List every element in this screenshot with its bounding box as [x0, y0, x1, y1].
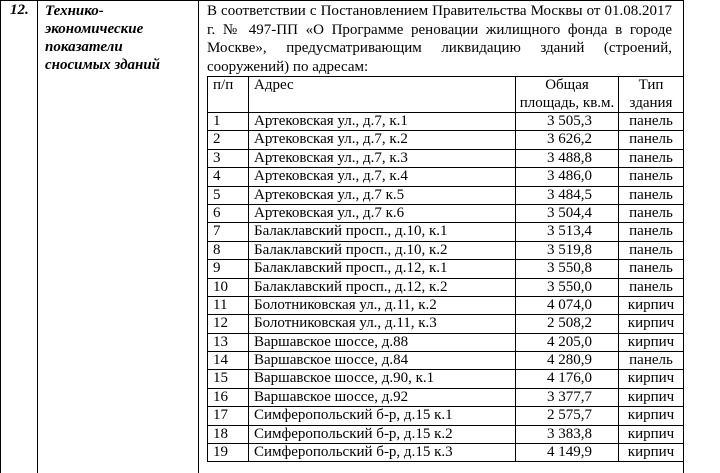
cell-number: 16 [208, 388, 249, 406]
cell-type: кирпич [619, 407, 684, 425]
intro-paragraph: В соответствии с Постановлением Правительства Москвы от 01.08.2017 г. № 497-ПП «О Программе реновации жилищного фонда в городе Москве», предусматривающим ликвидацию зданий (строений, сооружений) по адресам: [207, 3, 672, 75]
cell-type: панель [619, 168, 684, 186]
cell-area: 3 626,2 [516, 131, 619, 149]
cell-number: 3 [208, 149, 249, 167]
cell-address: Балаклавский просп., д.10, к.2 [249, 241, 516, 259]
cell-area: 3 377,7 [516, 388, 619, 406]
cell-type: панель [619, 260, 684, 278]
cell-type: кирпич [619, 296, 684, 314]
table-row [208, 278, 684, 296]
table-row [208, 260, 684, 278]
cell-address: Варшавское шоссе, д.84 [249, 352, 516, 370]
cell-type: панель [619, 204, 684, 222]
table-row [208, 149, 684, 167]
cell-number: 10 [208, 278, 249, 296]
outer-border-left [0, 0, 1, 473]
cell-type: кирпич [619, 444, 684, 462]
cell-address: Варшавское шоссе, д.88 [249, 333, 516, 351]
table-row [208, 296, 684, 314]
cell-address: Артековская ул., д.7 к.5 [249, 186, 516, 204]
cell-number: 6 [208, 204, 249, 222]
table-row [208, 333, 684, 351]
cell-type: панель [619, 149, 684, 167]
cell-number: 7 [208, 223, 249, 241]
cell-type: панель [619, 278, 684, 296]
cell-address: Артековская ул., д.7, к.1 [249, 113, 516, 131]
cell-area: 3 550,0 [516, 278, 619, 296]
cell-address: Симферопольский б-р, д.15 к.2 [249, 425, 516, 443]
table-row [208, 444, 684, 462]
outer-border-top [0, 0, 684, 1]
cell-number: 15 [208, 370, 249, 388]
cell-type: кирпич [619, 333, 684, 351]
header-area: Общая площадь, кв.м. [516, 77, 619, 113]
cell-area: 2 575,7 [516, 407, 619, 425]
cell-number: 2 [208, 131, 249, 149]
cell-area: 4 280,9 [516, 352, 619, 370]
cell-number: 1 [208, 113, 249, 131]
item-title: Технико-экономические показатели сносимых зданий [45, 3, 161, 73]
cell-address: Балаклавский просп., д.12, к.1 [249, 260, 516, 278]
cell-type: панель [619, 223, 684, 241]
cell-type: кирпич [619, 388, 684, 406]
cell-type: панель [619, 131, 684, 149]
cell-type: панель [619, 241, 684, 259]
cell-number: 9 [208, 260, 249, 278]
cell-number: 13 [208, 333, 249, 351]
cell-area: 4 149,9 [516, 444, 619, 462]
cell-area: 3 488,8 [516, 149, 619, 167]
cell-number: 18 [208, 425, 249, 443]
cell-address: Варшавское шоссе, д.90, к.1 [249, 370, 516, 388]
cell-area: 4 205,0 [516, 333, 619, 351]
buildings-table [207, 76, 684, 462]
cell-number: 4 [208, 168, 249, 186]
cell-address: Балаклавский просп., д.12, к.2 [249, 278, 516, 296]
column-divider-title [198, 0, 199, 473]
item-number: 12. [10, 2, 29, 18]
cell-area: 3 513,4 [516, 223, 619, 241]
cell-number: 17 [208, 407, 249, 425]
cell-number: 8 [208, 241, 249, 259]
cell-area: 3 519,8 [516, 241, 619, 259]
cell-type: кирпич [619, 370, 684, 388]
cell-address: Варшавское шоссе, д.92 [249, 388, 516, 406]
table-row [208, 388, 684, 406]
cell-address: Артековская ул., д.7, к.2 [249, 131, 516, 149]
header-type: Тип здания [619, 77, 684, 113]
table-row [208, 204, 684, 222]
table-row [208, 223, 684, 241]
header-number: п/п [208, 77, 249, 113]
column-divider-number [37, 0, 38, 473]
cell-area: 3 505,3 [516, 113, 619, 131]
table-row [208, 186, 684, 204]
table-row [208, 407, 684, 425]
cell-area: 4 074,0 [516, 296, 619, 314]
table-row [208, 352, 684, 370]
cell-area: 4 176,0 [516, 370, 619, 388]
table-header-row [208, 77, 684, 113]
cell-area: 3 484,5 [516, 186, 619, 204]
cell-type: панель [619, 113, 684, 131]
table-row [208, 315, 684, 333]
cell-address: Балаклавский просп., д.10, к.1 [249, 223, 516, 241]
cell-address: Симферопольский б-р, д.15 к.3 [249, 444, 516, 462]
cell-number: 14 [208, 352, 249, 370]
table-row [208, 241, 684, 259]
cell-area: 3 504,4 [516, 204, 619, 222]
cell-address: Болотниковская ул., д.11, к.2 [249, 296, 516, 314]
cell-area: 2 508,2 [516, 315, 619, 333]
cell-number: 19 [208, 444, 249, 462]
cell-type: панель [619, 352, 684, 370]
table-row [208, 113, 684, 131]
cell-type: панель [619, 186, 684, 204]
cell-address: Артековская ул., д.7, к.4 [249, 168, 516, 186]
cell-number: 12 [208, 315, 249, 333]
table-row [208, 425, 684, 443]
header-address: Адрес [249, 77, 516, 113]
cell-area: 3 486,0 [516, 168, 619, 186]
table-row [208, 131, 684, 149]
table-row [208, 370, 684, 388]
table-row [208, 168, 684, 186]
cell-area: 3 383,8 [516, 425, 619, 443]
cell-address: Болотниковская ул., д.11, к.3 [249, 315, 516, 333]
cell-type: кирпич [619, 315, 684, 333]
cell-number: 5 [208, 186, 249, 204]
cell-address: Артековская ул., д.7 к.6 [249, 204, 516, 222]
cell-address: Артековская ул., д.7, к.3 [249, 149, 516, 167]
cell-number: 11 [208, 296, 249, 314]
cell-type: кирпич [619, 425, 684, 443]
cell-address: Симферопольский б-р, д.15 к.1 [249, 407, 516, 425]
cell-area: 3 550,8 [516, 260, 619, 278]
